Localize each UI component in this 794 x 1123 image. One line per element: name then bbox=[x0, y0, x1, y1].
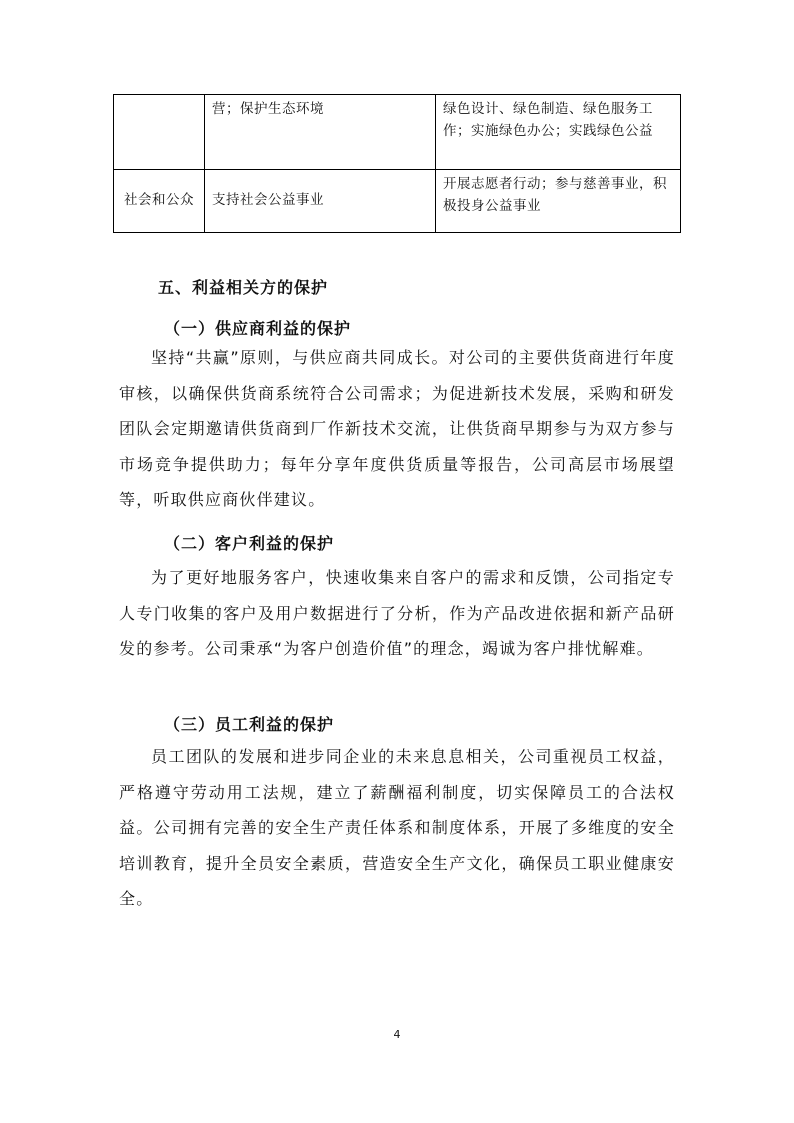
paragraph-employee: 员工团队的发展和进步同企业的未来息息相关，公司重视员工权益，严格遵守劳动用工法规，建立了薪酬福利制度，切实保障员工的合法权益。公司拥有完善的安全生产责任体系和制度体系，开展了多维度的安全培训教育，提升全员安全素质，营造安全生产文化，确保员工职业健康安全。 bbox=[119, 747, 675, 908]
stakeholder-table bbox=[113, 94, 681, 233]
table-cell-expectation: 支持社会公益事业 bbox=[205, 170, 436, 233]
table-cell-stakeholder: 社会和公众 bbox=[114, 170, 205, 233]
table-cell-response: 开展志愿者行动；参与慈善事业，积极投身公益事业 bbox=[436, 170, 681, 233]
subsection-heading-supplier: （一）供应商利益的保护 bbox=[164, 319, 352, 338]
table-cell-response: 绿色设计、绿色制造、绿色服务工作；实施绿色办公；实践绿色公益 bbox=[436, 95, 681, 170]
page-number: 4 bbox=[393, 1028, 401, 1041]
subsection-heading-customer: （二）客户利益的保护 bbox=[164, 534, 335, 553]
table-cell-stakeholder bbox=[114, 95, 205, 170]
section-heading: 五、利益相关方的保护 bbox=[158, 278, 329, 297]
subsection-heading-employee: （三）员工利益的保护 bbox=[164, 715, 335, 734]
paragraph-supplier: 坚持“共赢”原则，与供应商共同成长。对公司的主要供货商进行年度审核，以确保供货商系统符合公司需求；为促进新技术发展，采购和研发团队会定期邀请供货商到厂作新技术交流，让供货商早期参与为双方参与市场竞争提供助力；每年分享年度供货质量等报告，公司高层市场展望等，听取供应商伙伴建议。 bbox=[119, 348, 675, 509]
paragraph-customer: 为了更好地服务客户，快速收集来自客户的需求和反馈，公司指定专人专门收集的客户及用户数据进行了分析，作为产品改进依据和新产品研发的参考。公司秉承“为客户创造价值”的理念，竭诚为客户排忧解难。 bbox=[119, 568, 675, 658]
table-row bbox=[114, 95, 681, 170]
table-row bbox=[114, 170, 681, 233]
table-cell-expectation: 营；保护生态环境 bbox=[205, 95, 436, 170]
